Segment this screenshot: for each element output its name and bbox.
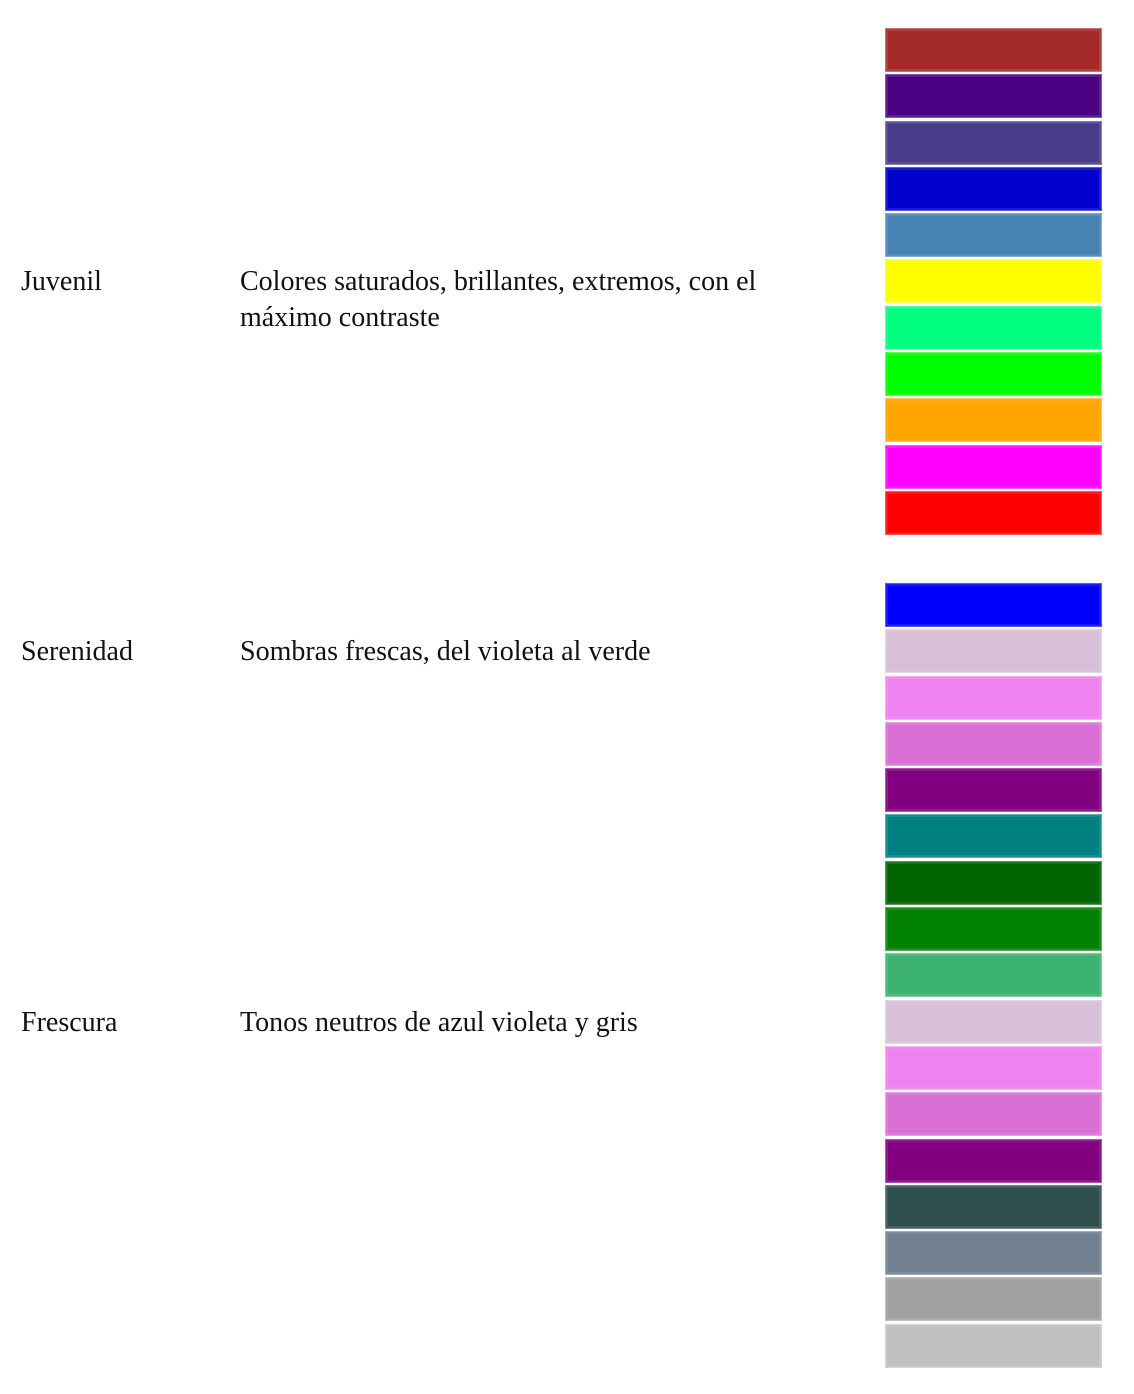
color-swatch: [885, 1000, 1102, 1044]
color-swatch: [885, 1139, 1102, 1183]
color-swatch: [885, 1046, 1102, 1090]
color-palette-juvenil: [885, 28, 1102, 537]
color-swatch: [885, 861, 1102, 905]
color-swatch: [885, 722, 1102, 766]
color-swatch: [885, 629, 1102, 673]
theme-description-frescura: Tonos neutros de azul violeta y gris: [240, 1007, 638, 1038]
color-swatch: [885, 1277, 1102, 1321]
color-swatch: [885, 352, 1102, 396]
color-swatch: [885, 1231, 1102, 1275]
color-swatch: [885, 907, 1102, 951]
color-swatch: [885, 259, 1102, 303]
color-swatch: [885, 814, 1102, 858]
color-swatch: [885, 583, 1102, 627]
color-swatch: [885, 121, 1102, 165]
theme-name-serenidad: Serenidad: [21, 636, 133, 667]
color-swatch: [885, 491, 1102, 535]
color-swatch: [885, 398, 1102, 442]
color-swatch: [885, 1324, 1102, 1368]
color-swatch: [885, 28, 1102, 72]
color-swatch: [885, 768, 1102, 812]
color-swatch: [885, 74, 1102, 118]
color-swatch: [885, 167, 1102, 211]
theme-name-juvenil: Juvenil: [21, 266, 102, 297]
color-swatch: [885, 676, 1102, 720]
color-swatch: [885, 1092, 1102, 1136]
theme-name-frescura: Frescura: [21, 1007, 118, 1038]
theme-description-serenidad: Sombras frescas, del violeta al verde: [240, 636, 651, 667]
color-swatch: [885, 445, 1102, 489]
color-swatch: [885, 1185, 1102, 1229]
color-swatch: [885, 213, 1102, 257]
theme-description-juvenil: Colores saturados, brillantes, extremos, con el máximo contraste: [240, 266, 757, 333]
color-swatch: [885, 306, 1102, 350]
color-swatch: [885, 953, 1102, 997]
color-palette-serenidad-frescura: [885, 583, 1102, 1370]
